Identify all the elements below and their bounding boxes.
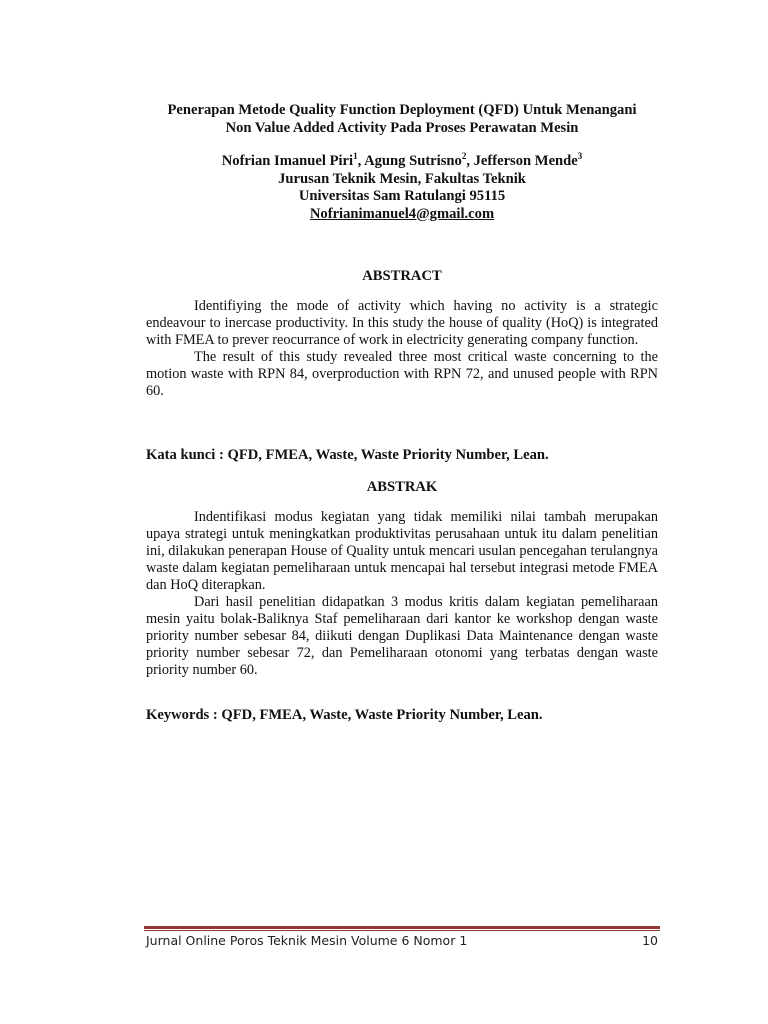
author-3-affil: 3: [577, 151, 583, 162]
abstract-heading: ABSTRACT: [362, 268, 442, 284]
footer-rule-thick: [144, 926, 660, 929]
abstrak-paragraph-2: Dari hasil penelitian didapatkan 3 modus kritis dalam kegiatan pemeliharaan mesin yaitu bolak-Baliknya Staf pemeliharaan dari kantor ke workshop dengan waste priority number sebesar 84, diikuti dengan Duplikasi Data Maintenance dengan waste priority number sebesar 72, dan Pemeliharaan otonomi yang terbatas dengan waste priority number 60.: [146, 594, 658, 678]
paper-title: [146, 101, 658, 137]
author-2: Agung Sutrisno: [364, 153, 462, 169]
abstrak-heading: ABSTRAK: [366, 479, 438, 495]
title-line-1: Penerapan Metode Quality Function Deployment (QFD) Untuk Menangani: [167, 102, 637, 118]
abstract-body: [146, 298, 658, 400]
abstract-paragraph-2: The result of this study revealed three most critical waste concerning to the motion waste with RPN 84, overproduction with RPN 72, and unused people with RPN 60.: [146, 349, 658, 399]
abstract-paragraph-1: Identifiying the mode of activity which having no activity is a strategic endeavour to inercase productivity. In this study the house of quality (HoQ) is integrated with FMEA to prever reocurrance of work in electricity generating company function.: [146, 298, 658, 348]
affiliation-dept: Jurusan Teknik Mesin, Fakultas Teknik: [278, 170, 526, 187]
author-list: Nofrian Imanuel Piri$^1$, Agung Sutrisno$^2$, Jefferson Mende$^3$: [221, 151, 583, 169]
abstrak-paragraph-1: Indentifikasi modus kegiatan yang tidak memiliki nilai tambah merupakan upaya strategi untuk meningkatkan produktivitas perusahaan untuk itu dalam penelitian ini, dilakukan penerapan House of Quality untuk mencari usulan pencegahan terulangnya waste dalam kegiatan pemeliharaan untuk mencapai hal tersebut integrasi metode FMEA dan HoQ diterapkan.: [146, 509, 658, 593]
page-footer: [146, 933, 658, 948]
author-1-affil: 1: [353, 151, 358, 162]
author-3: Jefferson Mende: [473, 153, 578, 169]
title-line-2: Non Value Added Activity Pada Proses Perawatan Mesin: [225, 120, 579, 136]
page-number: 10: [642, 933, 658, 948]
abstrak-body: [146, 509, 658, 679]
keywords: Keywords : QFD, FMEA, Waste, Waste Priority Number, Lean.: [146, 707, 543, 723]
author-block: [146, 153, 658, 223]
kata-kunci: Kata kunci : QFD, FMEA, Waste, Waste Priority Number, Lean.: [146, 447, 549, 463]
author-email[interactable]: Nofrianimanuel4@gmail.com: [309, 205, 495, 222]
footer-rule-thin: [144, 930, 660, 931]
author-2-affil: 2: [461, 151, 467, 162]
author-1: Nofrian Imanuel Piri: [221, 153, 354, 169]
journal-name: Jurnal Online Poros Teknik Mesin Volume 6 Nomor 1: [146, 933, 468, 948]
affiliation-univ: Universitas Sam Ratulangi 95115: [298, 188, 506, 204]
